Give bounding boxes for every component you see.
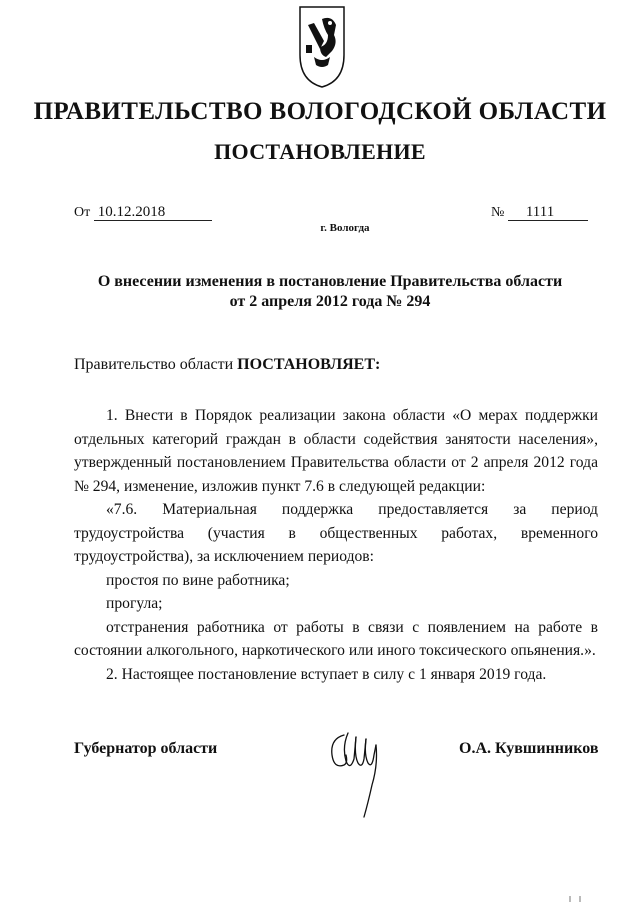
paragraph-5: отстранения работника от работы в связи с появлением на работе в состоянии алкогольного, наркотического или иного токсического опьянения.». [74,618,598,659]
document-type-title: ПОСТАНОВЛЕНИЕ [214,139,426,164]
number-field [491,205,588,221]
paragraph-2: «7.6. Материальная поддержка предоставляется за период трудоустройства (участия в общественных работах, временного трудоустройства), за исключением периодов: [74,501,598,565]
signatory-title: Губернатор области [74,740,218,757]
city-label: г. Вологда [320,222,370,234]
paragraph-3: простоя по вине работника; [106,571,290,589]
paragraph-1: 1. Внести в Порядок реализации закона области «О мерах поддержки отдельных категорий граждан в области содействия занятости населения», утвержденный постановлением Правительства области от 2 апреля 2012 года № 294, изменение, изложив пункт 7.6 в следующей редакции: [74,407,598,495]
preamble-text: Правительство области [74,356,238,373]
signatory-name: О.А. Кувшинников [459,740,599,757]
preamble-resolves: ПОСТАНОВЛЯЕТ: [237,356,381,373]
document-number: 1111 [508,205,588,221]
document-body [74,404,598,686]
handwritten-signature-icon [326,725,386,820]
paragraph-6: 2. Настоящее постановление вступает в силу с 1 января 2019 года. [106,665,547,683]
document-subject [60,272,600,312]
document-date: 10.12.2018 [94,205,212,221]
coat-of-arms-emblem-icon [298,5,346,89]
date-field [74,205,212,221]
page-corner-mark [566,890,586,898]
number-prefix: № [491,205,505,220]
paragraph-4: прогула; [106,595,163,612]
subject-line-2: от 2 апреля 2012 года № 294 [229,293,431,310]
subject-line-1: О внесении изменения в постановление Правительства области [97,273,563,290]
preamble [74,356,380,374]
date-prefix: От [74,205,91,220]
organization-title: ПРАВИТЕЛЬСТВО ВОЛОГОДСКОЙ ОБЛАСТИ [33,98,607,125]
